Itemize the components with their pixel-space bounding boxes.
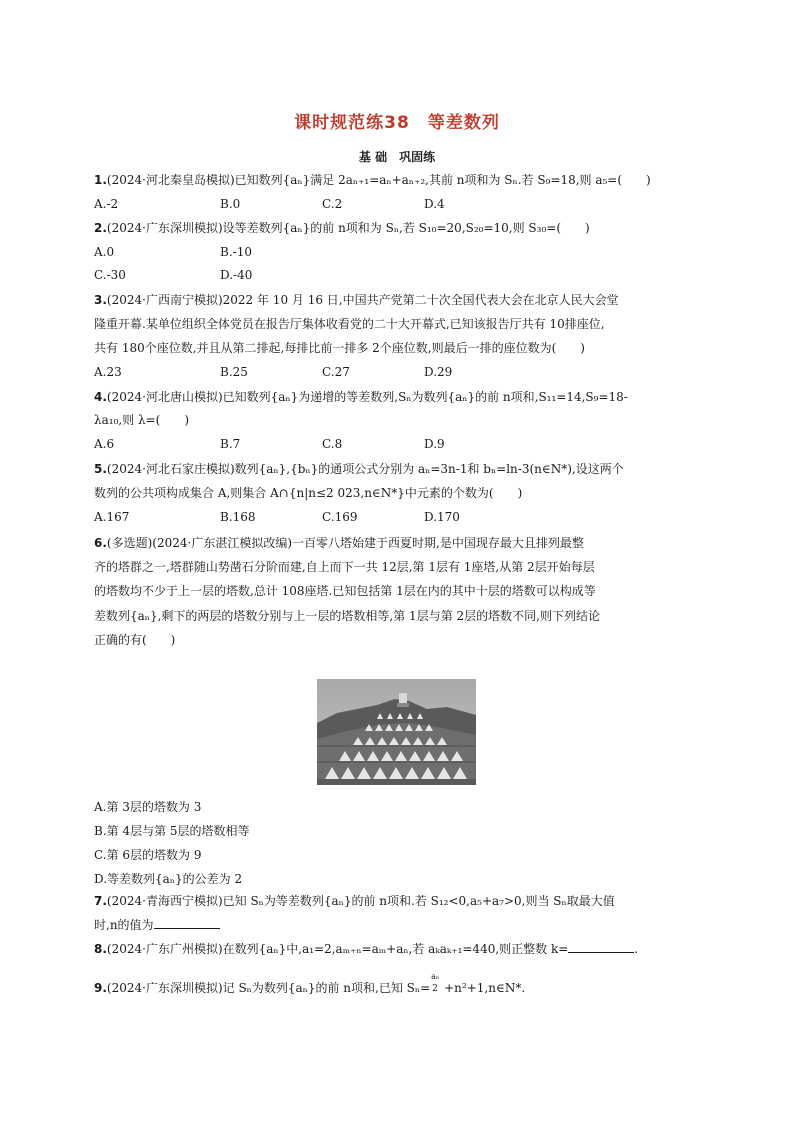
fraction-numerator: aₙ <box>431 972 440 981</box>
option-a: A.23 <box>94 365 122 379</box>
question-6 <box>94 535 584 551</box>
question-number: 8. <box>94 942 107 956</box>
question-text: (2024·广东深圳模拟)设等差数列{aₙ}的前 n项和为 Sₙ,若 S₁₀=20,S₂₀=10,则 S₃₀=( ) <box>106 221 590 235</box>
option-a: A.167 <box>94 510 130 524</box>
fraction-denominator: 2 <box>432 984 438 994</box>
question-4 <box>94 389 628 405</box>
fraction <box>430 972 444 994</box>
option-c: C.2 <box>322 197 343 211</box>
option-c: C.8 <box>322 437 343 451</box>
option-a: A.6 <box>94 437 115 451</box>
option-c: C.27 <box>322 365 350 379</box>
question-1 <box>94 172 651 188</box>
option-b: B.第 4层与第 5层的塔数相等 <box>94 824 250 838</box>
question-number: 9. <box>94 981 107 995</box>
question-6-cont: 正确的有( ) <box>94 633 176 647</box>
question-5 <box>94 461 624 477</box>
option-b: B.0 <box>220 197 241 211</box>
option-a: A.第 3层的塔数为 3 <box>94 800 202 814</box>
question-9 <box>94 972 526 996</box>
page-title: 课时规范练38 等差数列 <box>294 113 500 133</box>
answer-blank <box>568 941 634 953</box>
question-text: 时,n的值为 <box>94 918 154 932</box>
question-text-tail: +n²+1,n∈N*. <box>444 981 526 995</box>
question-6-cont: 差数列{aₙ},剩下的两层的塔数分别与上一层的塔数相等,第 1层与第 2层的塔数不同,则下列结论 <box>94 609 600 623</box>
option-a: A.-2 <box>94 197 119 211</box>
question-tail: . <box>634 942 639 956</box>
question-6-cont: 齐的塔群之一,塔群随山势凿石分阶而建,自上而下一共 12层,第 1层有 1座塔,从第 2层开始每层 <box>94 560 595 574</box>
question-text: (2024·河北秦皇岛模拟)已知数列{aₙ}满足 2aₙ₊₁=aₙ+aₙ₊₂,其前 n项和为 Sₙ.若 S₉=18,则 a₅=( ) <box>106 173 651 187</box>
question-number: 6. <box>94 536 107 550</box>
option-c: C.169 <box>322 510 358 524</box>
question-5-cont: 数列的公共项构成集合 A,则集合 A∩{n|n≤2 023,n∈N*}中元素的个数为( ) <box>94 486 523 500</box>
question-number: 1. <box>94 173 107 187</box>
question-3-cont: 共有 180个座位数,并且从第二排起,每排比前一排多 2个座位数,则最后一排的座位数为( ) <box>94 341 585 355</box>
option-b: B.7 <box>220 437 241 451</box>
question-number: 7. <box>94 894 107 908</box>
question-3-cont: 隆重开幕.某单位组织全体党员在报告厅集体收看党的二十大开幕式,已知该报告厅共有 10排座位, <box>94 317 605 331</box>
question-2 <box>94 220 590 236</box>
option-a: A.0 <box>94 245 115 259</box>
option-d: D.等差数列{aₙ}的公差为 2 <box>94 872 243 886</box>
question-text: (多选题)(2024·广东湛江模拟改编)一百零八塔始建于西夏时期,是中国现存最大且排列最整 <box>106 536 584 550</box>
question-3 <box>94 292 619 308</box>
option-c: C.第 6层的塔数为 9 <box>94 848 202 862</box>
option-d: D.29 <box>424 365 453 379</box>
answer-blank <box>154 917 220 929</box>
option-b: B.168 <box>220 510 256 524</box>
question-number: 4. <box>94 390 107 404</box>
question-8 <box>94 941 638 957</box>
option-b: B.25 <box>220 365 248 379</box>
section-heading: 基 础 巩固练 <box>358 150 436 164</box>
option-d: D.170 <box>424 510 460 524</box>
question-text: (2024·广东广州模拟)在数列{aₙ}中,a₁=2,aₘ₊ₙ=aₘ+aₙ,若 aₖaₖ₊₁=440,则正整数 k= <box>106 942 569 956</box>
question-7 <box>94 893 615 909</box>
question-text: (2024·河北石家庄模拟)数列{aₙ},{bₙ}的通项公式分别为 aₙ=3n-1和 bₙ=ln-3(n∈N*),设这两个 <box>106 462 624 476</box>
question-4-cont: λa₁₀,则 λ=( ) <box>94 413 190 427</box>
question-number: 2. <box>94 221 107 235</box>
question-text: (2024·河北唐山模拟)已知数列{aₙ}为递增的等差数列,Sₙ为数列{aₙ}的前 n项和,S₁₁=14,S₉=18- <box>106 390 628 404</box>
option-c: C.-30 <box>94 268 126 282</box>
option-d: D.9 <box>424 437 445 451</box>
question-text: (2024·青海西宁模拟)已知 Sₙ为等差数列{aₙ}的前 n项和.若 S₁₂<0,a₅+a₇>0,则当 Sₙ取最大值 <box>106 894 615 908</box>
question-6-cont: 的塔数均不少于上一层的塔数,总计 108座塔.已知包括第 1层在内的其中十层的塔数可以构成等 <box>94 584 596 598</box>
question-text: (2024·广西南宁模拟)2022 年 10 月 16 日,中国共产党第二十次全国代表大会在北京人民大会堂 <box>106 293 619 307</box>
question-text: (2024·广东深圳模拟)记 Sₙ为数列{aₙ}的前 n项和,已知 Sₙ= <box>106 981 431 995</box>
option-d: D.-40 <box>220 268 253 282</box>
question-number: 5. <box>94 462 107 476</box>
question-number: 3. <box>94 293 107 307</box>
pagoda-photo <box>317 679 476 785</box>
option-d: D.4 <box>424 197 445 211</box>
option-b: B.-10 <box>220 245 252 259</box>
question-7-cont <box>94 917 220 933</box>
